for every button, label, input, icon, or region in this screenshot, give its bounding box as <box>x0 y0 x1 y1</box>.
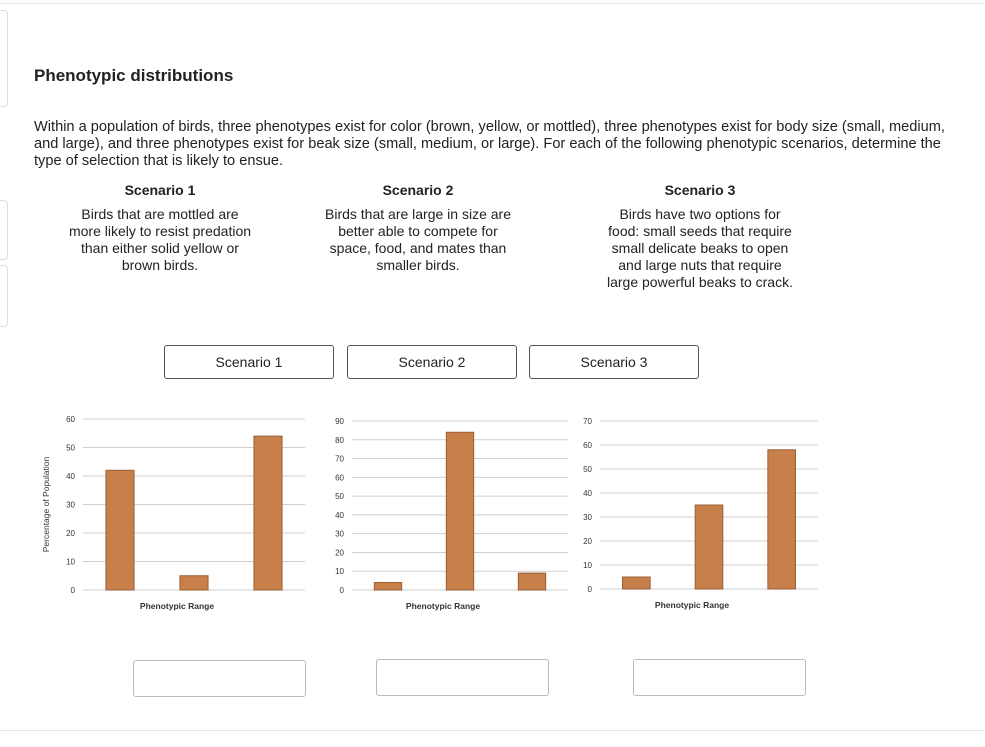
y-tick-label: 20 <box>66 529 75 538</box>
scenario-title: Scenario 1 <box>124 182 196 198</box>
y-tick-label: 30 <box>335 529 344 539</box>
bar <box>623 577 651 589</box>
scenario-line: Birds have two options for <box>619 206 781 222</box>
y-tick-label: 10 <box>66 557 75 567</box>
y-axis-label: Percentage of Population <box>41 456 51 553</box>
bar <box>374 582 401 590</box>
y-tick-label: 70 <box>583 417 592 426</box>
answer-drop-zone-3[interactable] <box>633 659 806 696</box>
y-tick-label: 60 <box>66 415 75 424</box>
y-tick-label: 20 <box>583 537 592 546</box>
bar <box>254 436 282 590</box>
bar <box>695 505 723 589</box>
y-tick-label: 40 <box>335 510 344 520</box>
y-tick-label: 80 <box>335 435 344 445</box>
scenario-line: food: small seeds that require <box>608 223 792 239</box>
scenario-line: space, food, and mates than <box>329 240 507 256</box>
scenario-title: Scenario 3 <box>664 182 736 198</box>
scenario-line: better able to compete for <box>338 223 498 239</box>
bar <box>446 432 473 590</box>
y-tick-label: 70 <box>335 454 344 464</box>
y-tick-label: 30 <box>583 513 592 522</box>
scenario-line: large powerful beaks to crack. <box>607 274 793 290</box>
y-tick-label: 50 <box>66 443 75 453</box>
y-tick-label: 10 <box>583 561 592 570</box>
bar <box>180 576 208 590</box>
answer-drop-zone-2[interactable] <box>376 659 549 696</box>
y-tick-label: 60 <box>335 473 344 483</box>
y-tick-label: 50 <box>335 492 344 502</box>
scenario-line: Birds that are large in size are <box>325 206 511 222</box>
y-tick-label: 50 <box>583 465 592 474</box>
scenario-line: than either solid yellow or <box>81 240 239 256</box>
y-tick-label: 0 <box>587 585 592 594</box>
y-tick-label: 90 <box>335 417 344 426</box>
y-tick-label: 10 <box>335 567 344 577</box>
y-tick-label: 40 <box>583 489 592 498</box>
bottom-divider <box>0 730 985 731</box>
scenario-line: smaller birds. <box>376 257 460 273</box>
bar <box>106 470 134 590</box>
scenario-title: Scenario 2 <box>382 182 454 198</box>
page-title: Phenotypic distributions <box>34 66 234 85</box>
scenario-line: small delicate beaks to open <box>611 240 789 256</box>
y-tick-label: 40 <box>66 472 75 481</box>
intro-text: Within a population of birds, three phenotypes exist for color (brown, yellow, or mottled), three phenotypes exist for body size (small, medium, and large), and three phenotypes exist for beak size (small, medium, or large). For each of the following phenotypic scenarios, determine the type of selection that is likely to ensue. <box>34 119 945 169</box>
y-tick-label: 30 <box>66 500 75 510</box>
bar <box>518 573 545 590</box>
x-axis-label: Phenotypic Range <box>405 601 481 611</box>
y-tick-label: 0 <box>339 586 344 595</box>
x-axis-label: Phenotypic Range <box>654 600 730 610</box>
scenario-line: and large nuts that require <box>618 257 782 273</box>
bar <box>768 450 796 589</box>
scenario-3-button[interactable]: Scenario 3 <box>529 345 699 379</box>
y-tick-label: 20 <box>335 548 344 558</box>
scenario-line: more likely to resist predation <box>68 223 252 239</box>
y-tick-label: 0 <box>70 586 75 595</box>
scenario-2-button[interactable]: Scenario 2 <box>347 345 517 379</box>
scenario-line: Birds that are mottled are <box>81 206 239 222</box>
scenario-1-button[interactable]: Scenario 1 <box>164 345 334 379</box>
answer-drop-zone-1[interactable] <box>133 660 306 697</box>
scenario-line: brown birds. <box>121 257 199 273</box>
y-tick-label: 60 <box>583 441 592 450</box>
x-axis-label: Phenotypic Range <box>139 601 215 611</box>
